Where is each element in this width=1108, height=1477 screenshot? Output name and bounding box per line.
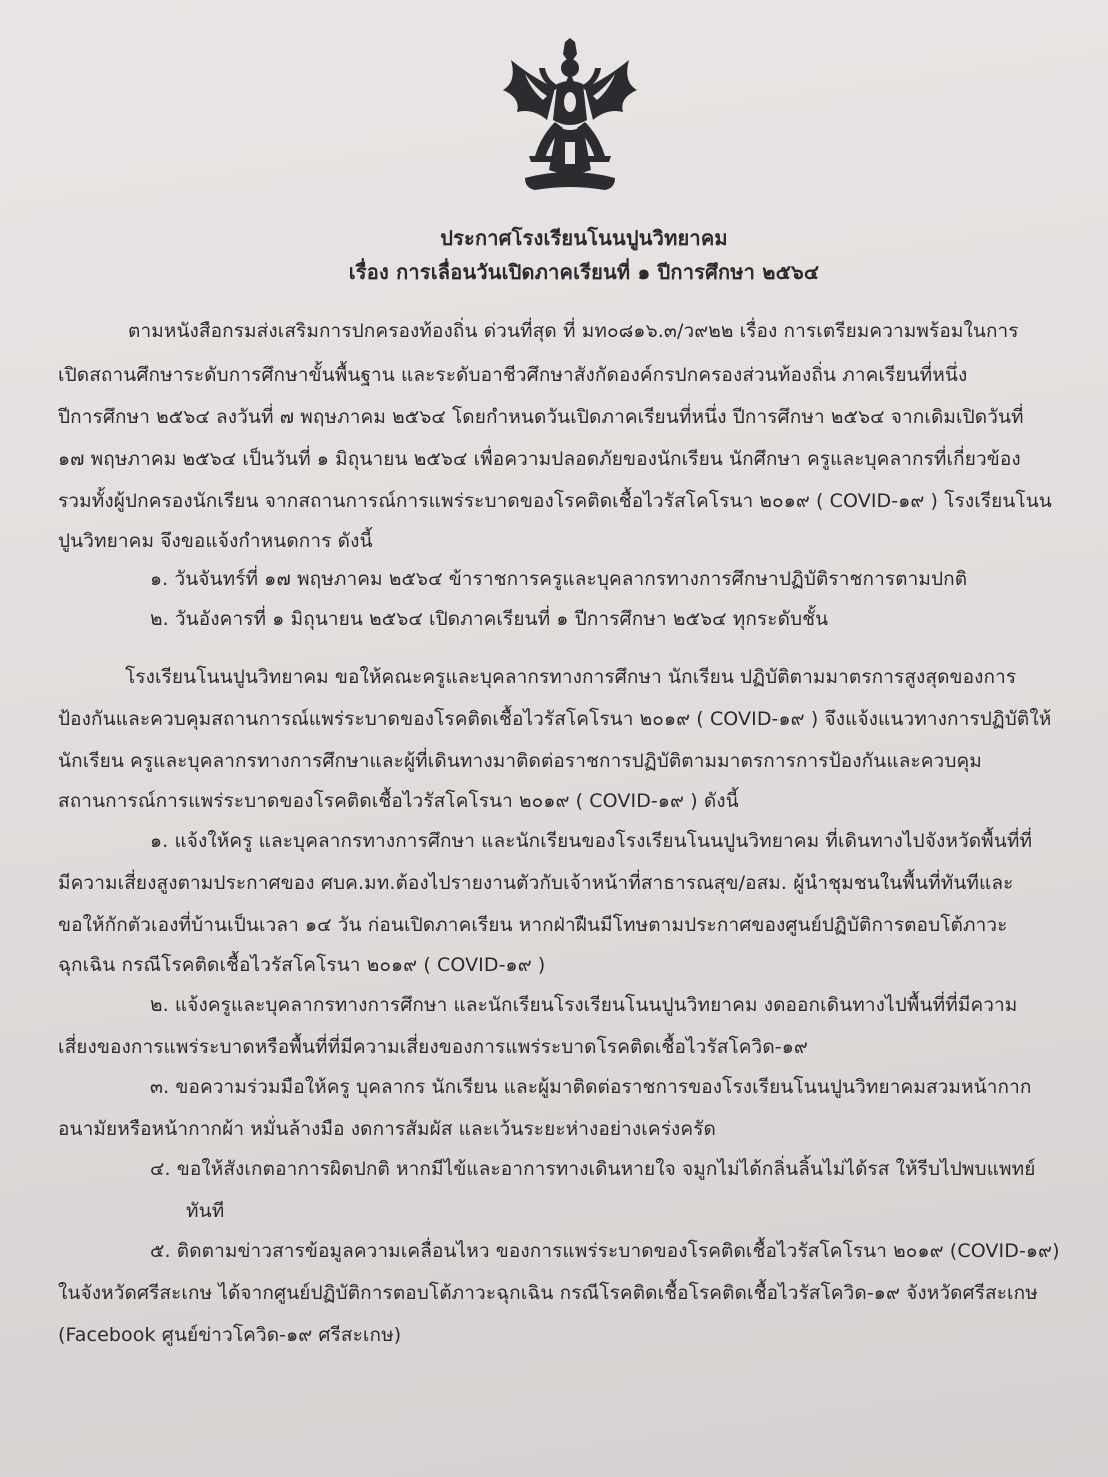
measure-item-5: ๕. ติดตามข่าวสารข้อมูลความเคลื่อนไหว ของการแพร่ระบาดของโรคติดเชื้อไวรัสโคโรนา ๒๐๑๙ (COVID-๑๙) xyxy=(150,1240,1060,1262)
document-title: ประกาศโรงเรียนโนนปูนวิทยาคม xyxy=(440,226,728,250)
paragraph1-line: ตามหนังสือกรมส่งเสริมการปกครองท้องถิ่น ด่วนที่สุด ที่ มท๐๘๑๖.๓/ว๙๒๒ เรื่อง การเตรียมความพร้อมในการ xyxy=(128,320,1019,342)
paragraph2-line: ป้องกันและควบคุมสถานการณ์แพร่ระบาดของโรคติดเชื้อไวรัสโคโรนา ๒๐๑๙ ( COVID-๑๙ ) จึงแจ้งแนวทางการปฏิบัติให้ xyxy=(58,708,1052,730)
measure-item-5-line: ในจังหวัดศรีสะเกษ ได้จากศูนย์ปฏิบัติการตอบโต้ภาวะฉุกเฉิน กรณีโรคติดเชื้อโรคติดเชื้อไวรัสโควิด-๑๙ จังหวัดศรีสะเกษ xyxy=(58,1282,1038,1304)
paragraph2-line: โรงเรียนโนนปูนวิทยาคม ขอให้คณะครูและบุคลากรทางการศึกษา นักเรียน ปฏิบัติตามมาตรการสูงสุดของการ xyxy=(125,666,1017,688)
paragraph1-line: ปูนวิทยาคม จึงขอแจ้งกำหนดการ ดังนี้ xyxy=(58,530,373,552)
paragraph1-line: เปิดสถานศึกษาระดับการศึกษาขั้นพื้นฐาน และระดับอาชีวศึกษาสังกัดองค์กรปกครองส่วนท้องถิ่น ภาคเรียนที่หนึ่ง xyxy=(58,364,968,386)
document-subject: เรื่อง การเลื่อนวันเปิดภาคเรียนที่ ๑ ปีการศึกษา ๒๕๖๔ xyxy=(348,260,820,284)
measure-item-3-line: อนามัยหรือหน้ากากผ้า หมั่นล้างมือ งดการสัมผัส และเว้นระยะห่างอย่างเคร่งครัด xyxy=(58,1118,716,1140)
measure-item-3: ๓. ขอความร่วมมือให้ครู บุคลากร นักเรียน และผู้มาติดต่อราชการของโรงเรียนโนนปูนวิทยาคมสวมหน้ากาก xyxy=(150,1076,1032,1098)
paragraph1-line: ๑๗ พฤษภาคม ๒๕๖๔ เป็นวันที่ ๑ มิถุนายน ๒๕๖๔ เพื่อความปลอดภัยของนักเรียน นักศึกษา ครูและบุคลากรที่เกี่ยวข้อง xyxy=(58,448,1021,470)
measure-item-2-line: เสี่ยงของการแพร่ระบาดหรือพื้นที่ที่มีความเสี่ยงของการแพร่ระบาดโรคติดเชื้อไวรัสโควิด-๑๙ xyxy=(58,1036,808,1058)
measure-item-4: ๔. ขอให้สังเกตอาการผิดปกติ หากมีไข้และอาการทางเดินหายใจ จมูกไม่ได้กลิ่นลิ้นไม่ได้รส ให้รีบไปพบแพทย์ xyxy=(150,1158,1036,1180)
paragraph1-line: ปีการศึกษา ๒๕๖๔ ลงวันที่ ๗ พฤษภาคม ๒๕๖๔ โดยกำหนดวันเปิดภาคเรียนที่หนึ่ง ปีการศึกษา ๒๕๖๔ จากเดิมเปิดวันที่ xyxy=(58,406,1024,428)
measure-item-1-line: ขอให้กักตัวเองที่บ้านเป็นเวลา ๑๔ วัน ก่อนเปิดภาคเรียน หากฝ่าฝืนมีโทษตามประกาศของศูนย์ปฏิบัติการตอบโต้ภาวะ xyxy=(58,914,1008,936)
paragraph2-line: สถานการณ์การแพร่ระบาดของโรคติดเชื้อไวรัสโคโรนา ๒๐๑๙ ( COVID-๑๙ ) ดังนี้ xyxy=(58,790,739,812)
garuda-emblem-icon xyxy=(495,38,645,198)
measure-item-1-line: มีความเสี่ยงสูงตามประกาศของ ศบค.มท.ต้องไปรายงานตัวกับเจ้าหน้าที่สาธารณสุข/อสม. ผู้นำชุมชนในพื้นที่ทันทีและ xyxy=(58,872,1014,894)
schedule-item: ๑. วันจันทร์ที่ ๑๗ พฤษภาคม ๒๕๖๔ ข้าราชการครูและบุคลากรทางการศึกษาปฏิบัติราชการตามปกติ xyxy=(150,568,968,590)
measure-item-5-line: (Facebook ศูนย์ข่าวโควิด-๑๙ ศรีสะเกษ) xyxy=(58,1324,402,1346)
measure-item-2: ๒. แจ้งครูและบุคลากรทางการศึกษา และนักเรียนโรงเรียนโนนปูนวิทยาคม งดออกเดินทางไปพื้นที่ที่มีความ xyxy=(150,994,1018,1016)
paragraph2-line: นักเรียน ครูและบุคลากรทางการศึกษาและผู้ที่เดินทางมาติดต่อราชการปฏิบัติตามมาตรการการป้องกันและควบคุม xyxy=(58,750,982,772)
paragraph1-line: รวมทั้งผู้ปกครองนักเรียน จากสถานการณ์การแพร่ระบาดของโรคติดเชื้อไวรัสโคโรนา ๒๐๑๙ ( COVID-๑๙ ) โรงเรียนโนน xyxy=(58,490,1052,512)
measure-item-1-line: ฉุกเฉิน กรณีโรคติดเชื้อไวรัสโคโรนา ๒๐๑๙ ( COVID-๑๙ ) xyxy=(58,954,546,976)
measure-item-4-line: ทันที xyxy=(186,1200,225,1222)
schedule-item: ๒. วันอังคารที่ ๑ มิถุนายน ๒๕๖๔ เปิดภาคเรียนที่ ๑ ปีการศึกษา ๒๕๖๔ ทุกระดับชั้น xyxy=(150,608,829,630)
measure-item-1: ๑. แจ้งให้ครู และบุคลากรทางการศึกษา และนักเรียนของโรงเรียนโนนปูนวิทยาคม ที่เดินทางไปจังหวัดพื้นที่ที่ xyxy=(150,830,1033,852)
